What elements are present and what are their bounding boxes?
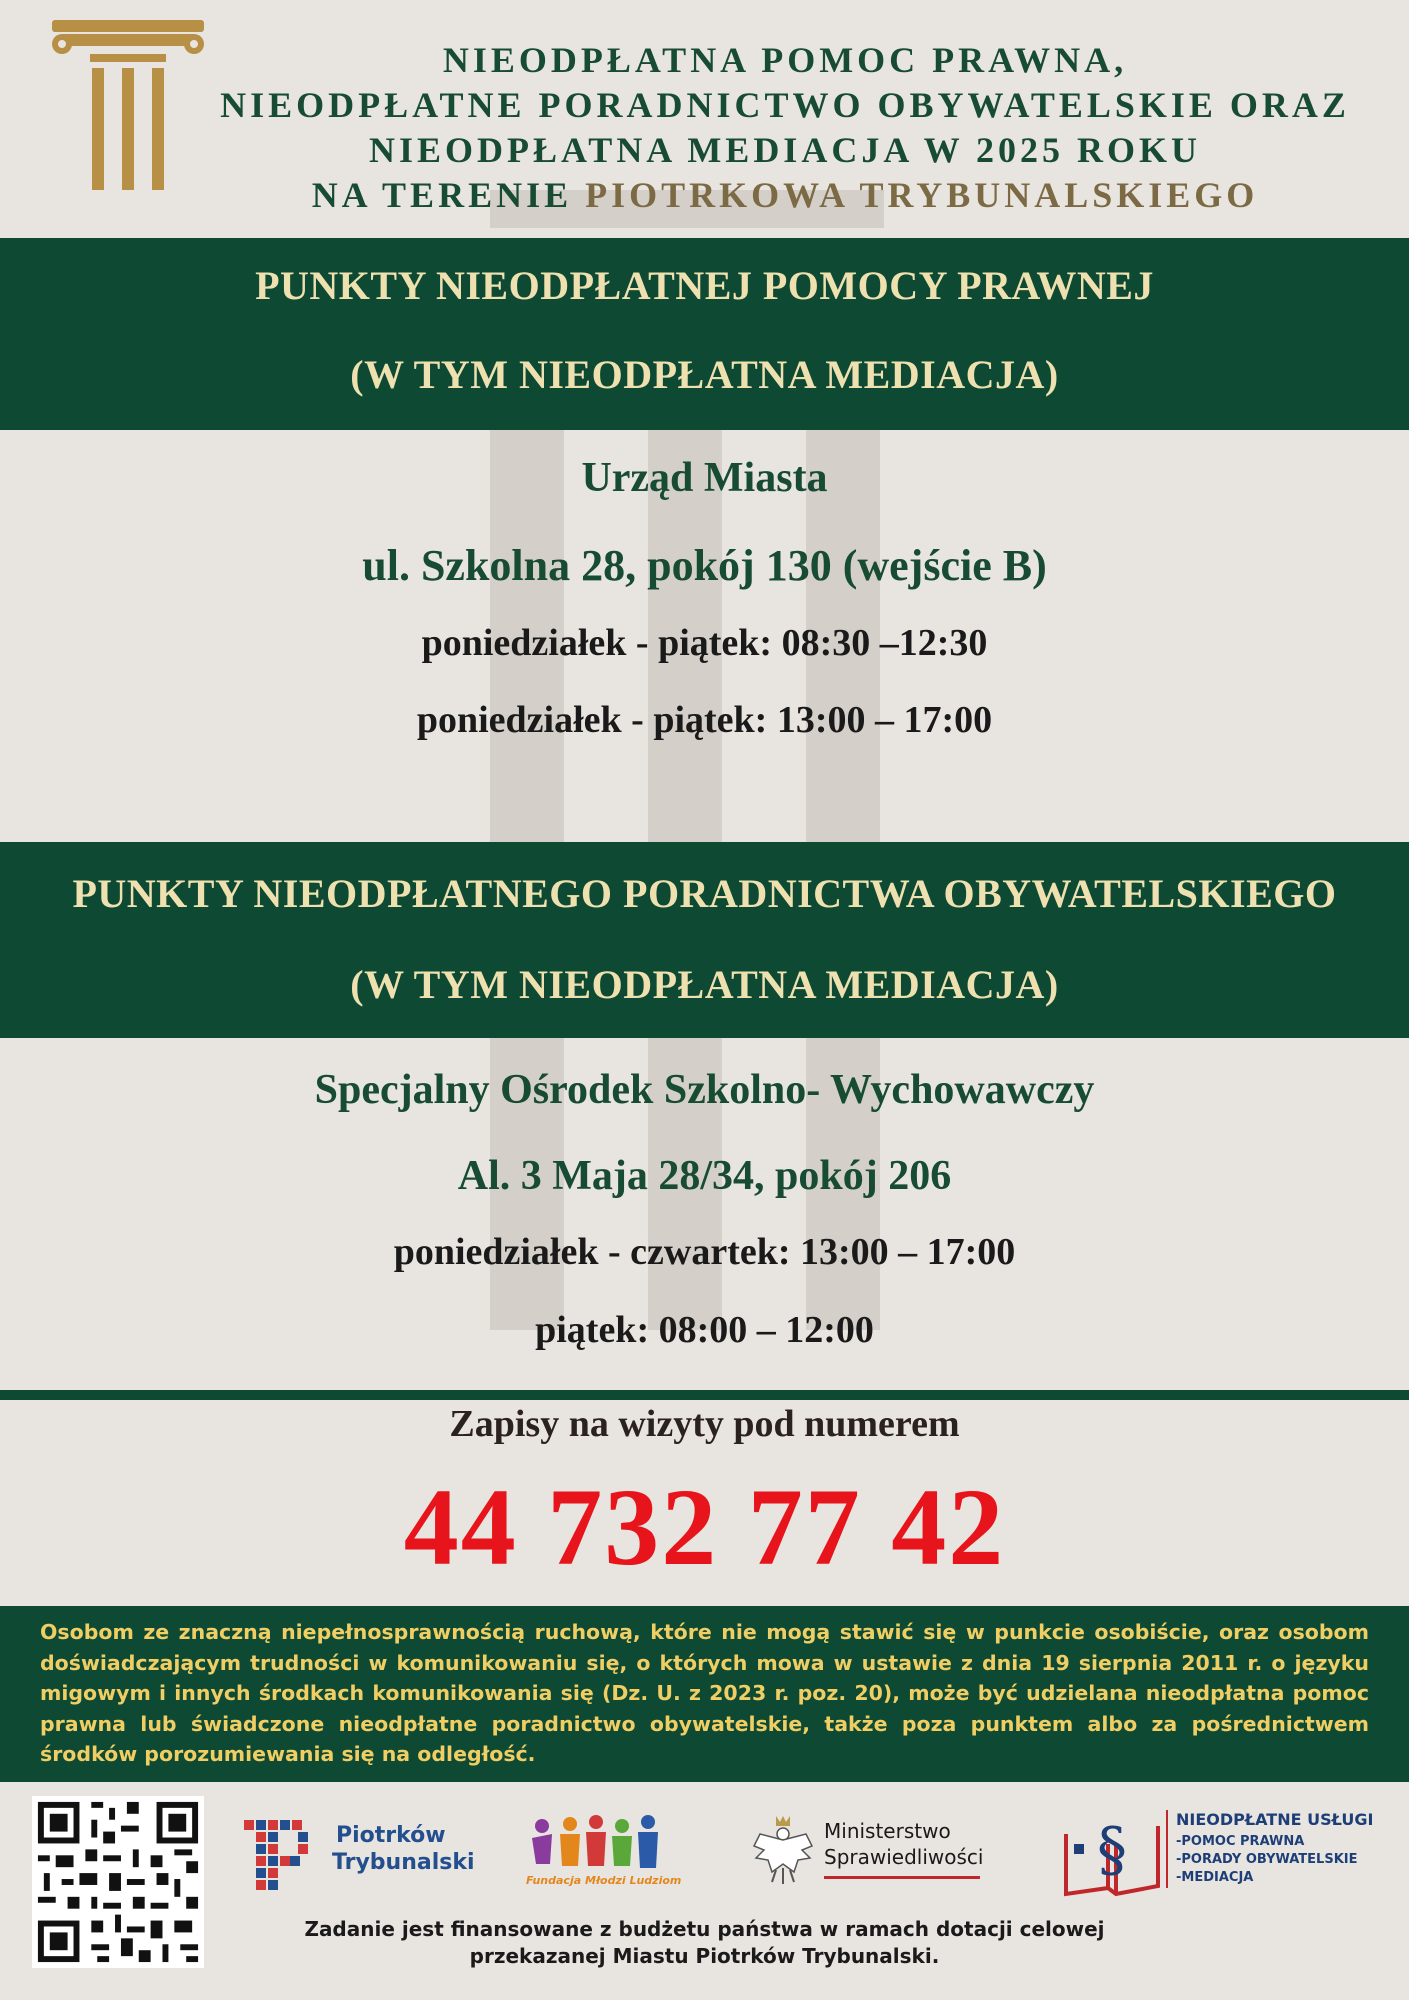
ministerstwo-sprawiedliwosci-logo bbox=[750, 1812, 990, 1902]
column-pillar-icon bbox=[52, 20, 204, 196]
paragraph-book-icon bbox=[1062, 1804, 1162, 1900]
legal-aid-subheading: (W TYM NIEODPŁATNA MEDIACJA) bbox=[350, 352, 1059, 397]
header bbox=[0, 0, 1409, 238]
ministerstwo-underline bbox=[824, 1876, 980, 1879]
piotrkow-p-icon bbox=[240, 1818, 320, 1898]
title-line bbox=[210, 173, 1360, 218]
civic-advice-address: Al. 3 Maja 28/34, pokój 206 bbox=[457, 1153, 952, 1199]
piotrkow-logo-text bbox=[332, 1822, 475, 1876]
fundacja-logo-text: Fundacja Młodzi Ludziom bbox=[526, 1874, 682, 1887]
fundacja-mlodzi-ludziom-logo bbox=[520, 1814, 680, 1904]
civic-advice-place: Specjalny Ośrodek Szkolno- Wychowawczy bbox=[314, 1067, 1095, 1113]
piotrkow-logo-line-1: Piotrków bbox=[336, 1823, 446, 1848]
title-line: NIEODPŁATNE PORADNICTWO OBYWATELSKIE ORAZ bbox=[220, 85, 1350, 125]
title-city: PIOTRKOWA TRYBUNALSKIEGO bbox=[585, 175, 1259, 215]
page-title bbox=[210, 38, 1360, 218]
piotrkow-trybunalski-logo bbox=[240, 1818, 490, 1908]
legal-aid-place: Urząd Miasta bbox=[581, 455, 828, 501]
legal-aid-address: ul. Szkolna 28, pokój 130 (wejście B) bbox=[362, 541, 1047, 590]
footer bbox=[0, 1782, 1409, 2000]
uslugi-divider bbox=[1166, 1810, 1168, 1888]
title-line: NIEODPŁATNA MEDIACJA W 2025 ROKU bbox=[368, 130, 1202, 170]
people-group-icon bbox=[520, 1814, 680, 1874]
legal-aid-hours: poniedziałek - piątek: 13:00 – 17:00 bbox=[416, 699, 993, 741]
uslugi-item: -POMOC PRAWNA bbox=[1176, 1834, 1305, 1849]
eagle-emblem-icon bbox=[750, 1812, 816, 1888]
registration-block bbox=[0, 1400, 1409, 1588]
uslugi-item: -MEDIACJA bbox=[1176, 1870, 1254, 1885]
ministerstwo-line-1: Ministerstwo bbox=[824, 1819, 951, 1843]
civic-advice-details bbox=[0, 1038, 1409, 1390]
uslugi-item: -PORADY OBYWATELSKIE bbox=[1176, 1852, 1358, 1867]
ministerstwo-logo-text bbox=[824, 1818, 983, 1870]
title-line: NIEODPŁATNA POMOC PRAWNA, bbox=[442, 40, 1128, 80]
funding-line: Zadanie jest finansowane z budżetu państwa w ramach dotacji celowej bbox=[304, 1917, 1105, 1941]
legal-aid-heading-band bbox=[0, 238, 1409, 430]
legal-aid-details bbox=[0, 430, 1409, 842]
funding-statement bbox=[0, 1916, 1409, 1970]
registration-label: Zapisy na wizyty pod numerem bbox=[449, 1403, 960, 1445]
civic-advice-hours: piątek: 08:00 – 12:00 bbox=[535, 1309, 874, 1351]
registration-phone-number[interactable]: 44 732 77 42 bbox=[403, 1466, 1006, 1588]
legal-aid-hours: poniedziałek - piątek: 08:30 –12:30 bbox=[421, 622, 988, 664]
accessibility-notice bbox=[0, 1606, 1409, 1782]
title-prefix: NA TERENIE bbox=[311, 175, 586, 215]
legal-aid-heading: PUNKTY NIEODPŁATNEJ POMOCY PRAWNEJ bbox=[255, 263, 1154, 308]
ministerstwo-line-2: Sprawiedliwości bbox=[824, 1845, 984, 1869]
piotrkow-logo-line-2: Trybunalski bbox=[332, 1850, 475, 1875]
svg-text:§: § bbox=[1097, 1815, 1127, 1885]
nieodplatne-uslugi-logo bbox=[1062, 1804, 1382, 1904]
uslugi-title: NIEODPŁATNE USŁUGI bbox=[1176, 1810, 1374, 1829]
civic-advice-heading: PUNKTY NIEODPŁATNEGO PORADNICTWA OBYWATELSKIEGO bbox=[72, 871, 1337, 916]
civic-advice-subheading: (W TYM NIEODPŁATNA MEDIACJA) bbox=[350, 962, 1059, 1007]
funding-line: przekazanej Miastu Piotrków Trybunalski. bbox=[469, 1944, 940, 1968]
divider bbox=[0, 1390, 1409, 1400]
civic-advice-hours: poniedziałek - czwartek: 13:00 – 17:00 bbox=[393, 1231, 1016, 1273]
accessibility-notice-text: Osobom ze znaczną niepełnosprawnością ruchową, które nie mogą stawić się w punkcie osobiście, oraz osobom doświadczającym trudności w komunikowaniu się, o których mowa w ustawie z dnia 19 sierpnia 2011 r. o języku migowym i innych środkach komunikowania się (Dz. U. z 2023 r. poz. 20), może być udzielana nieodpłatna pomoc prawna lub świadczone nieodpłatne poradnictwo obywatelskie, także poza punktem albo za pośrednictwem środków porozumiewania się na odległość. bbox=[40, 1620, 1369, 1766]
civic-advice-heading-band bbox=[0, 842, 1409, 1038]
